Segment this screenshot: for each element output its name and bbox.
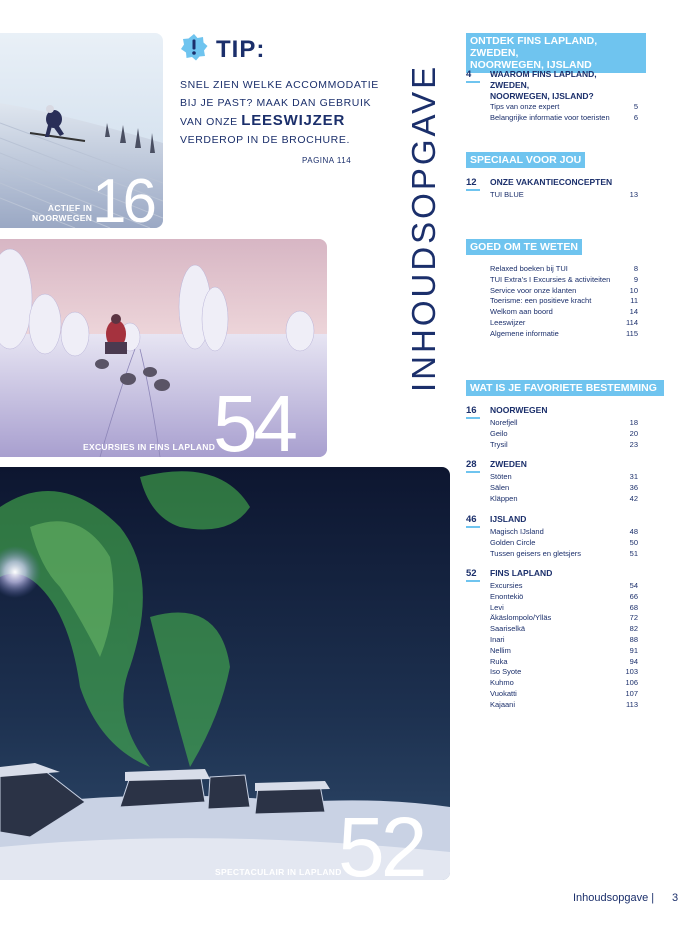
toc-item[interactable] xyxy=(490,678,638,689)
toc-item-page: 14 xyxy=(629,307,638,317)
toc-item-page: 18 xyxy=(629,418,638,427)
toc-item-label: Inari xyxy=(490,634,505,644)
toc-item[interactable] xyxy=(490,418,638,429)
toc-entry-title-line: ZWEDEN xyxy=(490,459,527,469)
toc-entry-waarom xyxy=(466,69,638,124)
toc-item-page: 113 xyxy=(626,699,638,709)
toc-item[interactable] xyxy=(490,296,638,307)
toc-item[interactable] xyxy=(490,689,638,700)
tip-line-1: SNEL ZIEN WELKE ACCOMMODATIE xyxy=(180,79,379,91)
toc-entry-number: 28 xyxy=(466,459,490,472)
section-heading-line: ONTDEK FINS LAPLAND, ZWEDEN, xyxy=(470,35,598,59)
husky-photo xyxy=(0,239,327,457)
toc-item-page: 72 xyxy=(629,613,638,623)
toc-item-label: Toerisme: een positieve kracht xyxy=(490,296,592,306)
toc-item-page: 115 xyxy=(626,328,638,338)
tip-block xyxy=(180,33,380,149)
ski-caption xyxy=(32,203,92,223)
toc-item-label: Tips van onze expert xyxy=(490,102,560,111)
toc-item-label: Geilo xyxy=(490,428,508,438)
toc-entry-title-line: WAAROM FINS LAPLAND, ZWEDEN, xyxy=(489,69,597,90)
toc-item[interactable] xyxy=(490,603,638,614)
toc-entry-title-line: NOORWEGEN, IJSLAND? xyxy=(489,91,594,101)
toc-item-page: 68 xyxy=(629,602,638,612)
toc-item-label: Stöten xyxy=(490,472,512,481)
toc-item[interactable] xyxy=(490,667,638,678)
toc-item-label: TUI BLUE xyxy=(490,190,524,199)
toc-entry-title-line: IJSLAND xyxy=(490,514,527,524)
toc-item-page: 5 xyxy=(633,102,638,111)
section-heading-bestemming xyxy=(466,380,664,396)
toc-item-label: Service voor onze klanten xyxy=(490,285,577,295)
toc-item-label: Kläppen xyxy=(490,493,518,503)
section-heading-line: NOORWEGEN, IJSLAND xyxy=(470,59,592,71)
section-heading-line: GOED OM TE WETEN xyxy=(470,241,578,253)
toc-items xyxy=(490,102,638,124)
toc-item-page: 51 xyxy=(629,548,638,558)
page-title-vertical: INHOUDSOPGAVE xyxy=(405,63,442,392)
toc-entry-title-line: FINS LAPLAND xyxy=(490,568,553,578)
toc-entry-noorwegen xyxy=(466,405,638,450)
toc-item-page: 107 xyxy=(625,688,638,698)
toc-entry-title-line: NOORWEGEN xyxy=(490,405,548,415)
toc-item-page: 103 xyxy=(625,667,638,677)
toc-item-page: 11 xyxy=(630,296,638,306)
footer-label: Inhoudsopgave | xyxy=(573,892,655,904)
ski-page-number: 16 xyxy=(92,167,153,228)
toc-item-label: Magisch IJsland xyxy=(490,527,544,536)
toc-item[interactable] xyxy=(490,318,638,329)
section-heading-ontdek xyxy=(466,33,646,73)
toc-items xyxy=(490,581,638,711)
tip-header xyxy=(180,33,380,66)
toc-item-page: 42 xyxy=(629,493,638,503)
toc-entry-ijsland xyxy=(466,514,638,559)
ski-photo xyxy=(0,33,163,228)
toc-item-label: Welkom aan boord xyxy=(490,307,553,317)
toc-item-page: 91 xyxy=(629,645,638,655)
toc-entry-number: 16 xyxy=(466,405,490,418)
toc-item-page: 13 xyxy=(629,190,638,199)
toc-item-label: Iso Syote xyxy=(490,667,522,677)
tip-page-reference: PAGINA 114 xyxy=(302,156,352,165)
toc-entry-number: 46 xyxy=(466,514,490,527)
husky-caption: EXCURSIES IN FINS LAPLAND xyxy=(83,442,216,452)
toc-entry-title-line: ONZE VAKANTIECONCEPTEN xyxy=(490,177,613,187)
toc-item-page: 82 xyxy=(629,624,638,634)
toc-entry-title xyxy=(490,177,612,188)
leeswijzer-highlight: LEESWIJZER xyxy=(241,112,346,129)
toc-item-page: 94 xyxy=(629,656,638,666)
toc-item-page: 88 xyxy=(629,634,638,644)
toc-item[interactable] xyxy=(490,472,638,483)
toc-item-label: Golden Circle xyxy=(490,537,536,547)
toc-item[interactable] xyxy=(490,286,638,297)
toc-entry-zweden xyxy=(466,459,638,504)
toc-item[interactable] xyxy=(490,613,638,624)
toc-item[interactable] xyxy=(490,657,638,668)
toc-item-label: Tussen geisers en gletsjers xyxy=(490,548,582,558)
toc-item-page: 23 xyxy=(629,439,638,449)
toc-item[interactable] xyxy=(490,483,638,494)
toc-item[interactable] xyxy=(490,646,638,657)
toc-items xyxy=(490,418,638,450)
toc-item-label: Belangrijke informatie voor toeristen xyxy=(490,112,610,122)
toc-item-page: 54 xyxy=(629,581,638,590)
toc-item-label: Leeswijzer xyxy=(490,317,526,327)
tip-text xyxy=(180,76,380,149)
toc-item-page: 31 xyxy=(629,472,638,481)
tip-line-4: VERDEROP IN DE BROCHURE. xyxy=(180,134,350,146)
toc-item-page: 114 xyxy=(626,317,638,327)
toc-item[interactable] xyxy=(490,624,638,635)
toc-item[interactable] xyxy=(490,429,638,440)
toc-item-label: Norefjell xyxy=(490,418,518,427)
toc-item-page: 66 xyxy=(629,591,638,601)
toc-items xyxy=(490,190,638,201)
toc-entry-title xyxy=(490,405,547,416)
toc-item-label: Algemene informatie xyxy=(490,328,559,338)
toc-item[interactable] xyxy=(490,700,638,711)
tip-line-2: BIJ JE PAST? MAAK DAN GEBRUIK xyxy=(180,97,372,109)
toc-entry-number: 4 xyxy=(466,69,490,82)
section-heading-goed xyxy=(466,239,582,255)
toc-entry-goed-om-te-weten xyxy=(466,264,638,340)
toc-entry-number: 12 xyxy=(466,177,490,190)
aurora-caption: SPECTACULAIR IN LAPLAND xyxy=(215,867,342,877)
toc-item[interactable] xyxy=(490,592,638,603)
toc-item-page: 36 xyxy=(629,482,638,492)
toc-entry-title xyxy=(490,514,526,525)
aurora-page-number: 52 xyxy=(338,800,424,880)
toc-entry-fins-lapland xyxy=(466,568,638,711)
toc-item-label: Äkäslompolo/Ylläs xyxy=(490,613,552,623)
toc-item[interactable] xyxy=(490,549,638,560)
toc-item-label: Kajaani xyxy=(490,699,516,709)
toc-entry-title xyxy=(490,459,527,470)
section-heading-line: WAT IS JE FAVORIETE BESTEMMING xyxy=(470,382,657,394)
toc-item[interactable] xyxy=(490,102,638,113)
tip-badge-icon xyxy=(180,33,208,66)
toc-item-label: Sälen xyxy=(490,482,510,492)
toc-entry-vakantieconcepten xyxy=(466,177,638,201)
toc-item-page: 9 xyxy=(633,274,638,284)
toc-item-page: 8 xyxy=(633,264,638,273)
toc-item-label: Saariselkä xyxy=(490,624,526,634)
tip-title: TIP: xyxy=(216,35,266,63)
husky-page-number: 54 xyxy=(213,379,294,457)
toc-item-label: Trysil xyxy=(490,439,508,449)
tip-line-3 xyxy=(180,112,380,131)
toc-item-label: Vuokatti xyxy=(490,688,517,698)
toc-items xyxy=(490,527,638,559)
toc-item[interactable] xyxy=(490,440,638,451)
toc-item-page: 6 xyxy=(633,112,638,122)
tip-line-3-pre: VAN ONZE xyxy=(180,116,238,128)
aurora-photo xyxy=(0,467,450,880)
toc-item[interactable] xyxy=(490,264,638,275)
toc-item-label: Levi xyxy=(490,602,504,612)
toc-item-page: 48 xyxy=(629,527,638,536)
toc-item[interactable] xyxy=(490,329,638,340)
toc-entry-title xyxy=(490,568,552,579)
toc-item[interactable] xyxy=(490,307,638,318)
toc-entry-number: 52 xyxy=(466,568,490,581)
section-heading-speciaal xyxy=(466,152,585,168)
toc-item[interactable] xyxy=(490,635,638,646)
toc-entry-title xyxy=(490,69,638,102)
ski-caption-line1: ACTIEF IN xyxy=(47,203,93,213)
toc-item[interactable] xyxy=(490,113,638,124)
toc-items xyxy=(490,472,638,504)
toc-item-label: Relaxed boeken bij TUI xyxy=(490,264,568,273)
toc-item-label: Excursies xyxy=(490,581,523,590)
toc-item-label: Nellim xyxy=(490,645,511,655)
footer-page-number: 3 xyxy=(672,892,679,904)
ski-caption-line2: NOORWEGEN xyxy=(32,213,93,223)
toc-item-label: Enontekiö xyxy=(490,591,524,601)
toc-item[interactable] xyxy=(490,581,638,592)
section-heading-line: SPECIAAL VOOR JOU xyxy=(470,154,582,166)
toc-item[interactable] xyxy=(490,538,638,549)
toc-item-page: 50 xyxy=(629,537,638,547)
toc-item-label: TUI Extra’s I Excursies & activiteiten xyxy=(490,274,611,284)
toc-item-page: 10 xyxy=(629,285,638,295)
toc-item-page: 106 xyxy=(625,678,638,688)
toc-item[interactable] xyxy=(490,494,638,505)
toc-item-page: 20 xyxy=(629,428,638,438)
toc-items xyxy=(490,264,638,340)
toc-item-label: Ruka xyxy=(490,656,508,666)
toc-item-label: Kuhmo xyxy=(490,678,514,688)
toc-item[interactable] xyxy=(490,190,638,201)
toc-item[interactable] xyxy=(490,527,638,538)
toc-item[interactable] xyxy=(490,275,638,286)
